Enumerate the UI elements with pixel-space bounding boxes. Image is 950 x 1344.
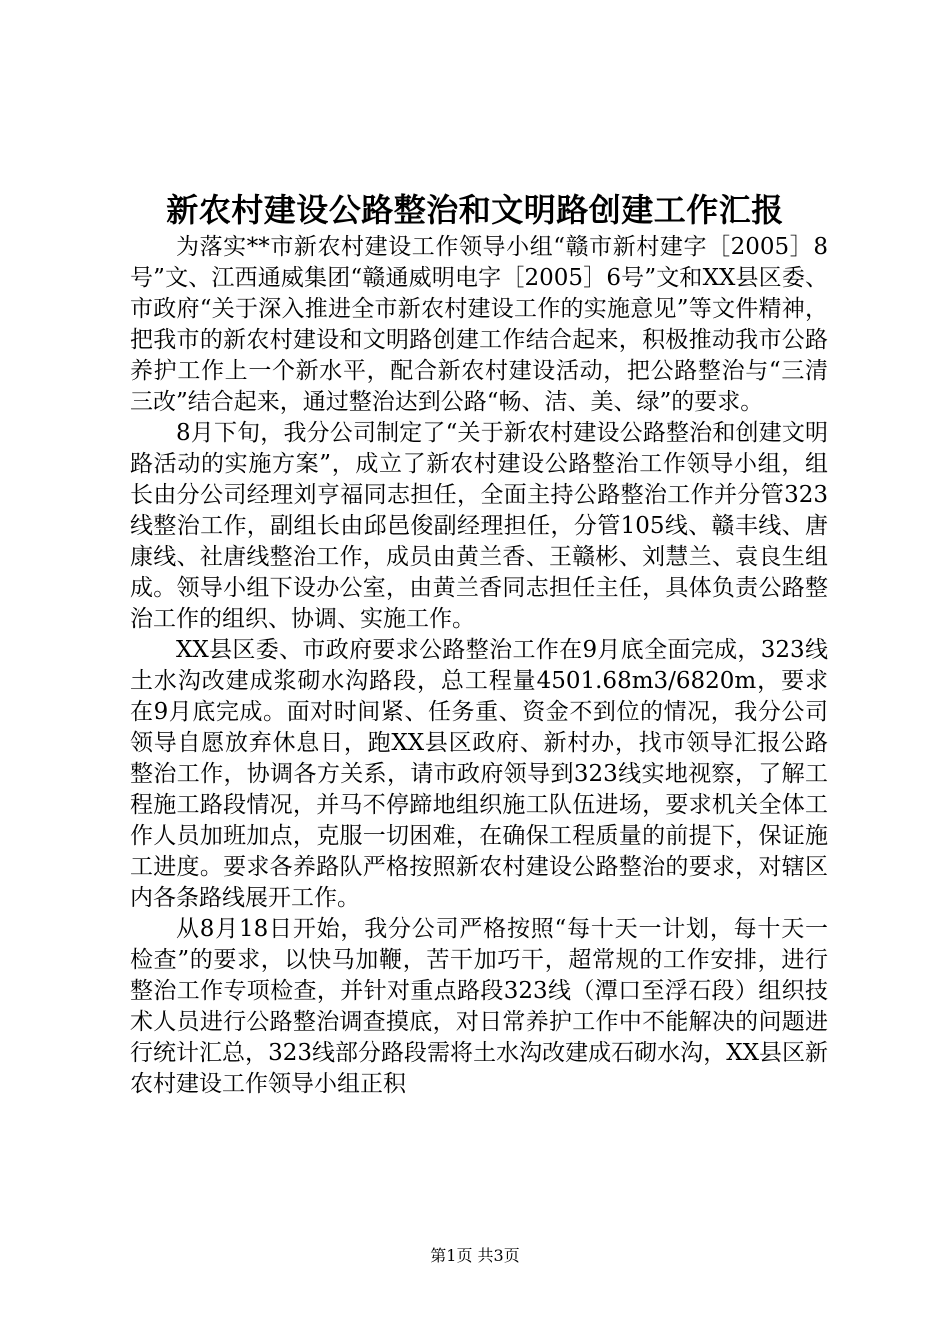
paragraph-4: 从8月18日开始，我分公司严格按照“每十天一计划，每十天一检查”的要求，以快马加鞭，苦干加巧干，超常规的工作安排，进行整治工作专项检查，并针对重点路段323线（潭口至浮石段）组织技术人员进行公路整治调查摸底，对日常养护工作中不能解决的问题进行统计汇总，323线部分路段需将土水沟改建成石砌水沟，XX县区新农村建设工作领导小组正积	[130, 916, 828, 1097]
document-body	[130, 232, 828, 1100]
page-number-footer: 第1页 共3页	[430, 1246, 520, 1265]
document-title: 新农村建设公路整治和文明路创建工作汇报	[166, 191, 784, 229]
paragraph-3: XX县区委、市政府要求公路整治工作在9月底全面完成，323线土水沟改建成浆砌水沟路段，总工程量4501.68m3/6820m，要求在9月底完成。面对时间紧、任务重、资金不到位的情况，我分公司领导自愿放弃休息日，跑XX县区政府、新村办，找市领导汇报公路整治工作，协调各方关系，请市政府领导到323线实地视察，了解工程施工路段情况，并马不停蹄地组织施工队伍进场，要求机关全体工作人员加班加点，克服一切困难，在确保工程质量的前提下，保证施工进度。要求各养路队严格按照新农村建设公路整治的要求，对辖区内各条路线展开工作。	[130, 637, 828, 911]
paragraph-1: 为落实**市新农村建设工作领导小组“赣市新村建字［2005］8号”文、江西通威集团“赣通威明电字［2005］6号”文和XX县区委、市政府“关于深入推进全市新农村建设工作的实施意见”等文件精神，把我市的新农村建设和文明路创建工作结合起来，积极推动我市公路养护工作上一个新水平，配合新农村建设活动，把公路整治与“三清三改”结合起来，通过整治达到公路“畅、洁、美、绿”的要求。	[130, 234, 828, 415]
paragraph-2: 8月下旬，我分公司制定了“关于新农村建设公路整治和创建文明路活动的实施方案”，成立了新农村建设公路整治工作领导小组，组长由分公司经理刘亨福同志担任，全面主持公路整治工作并分管323线整治工作，副组长由邱邑俊副经理担任，分管105线、赣丰线、唐康线、社唐线整治工作，成员由黄兰香、王赣彬、刘慧兰、袁良生组成。领导小组下设办公室，由黄兰香同志担任主任，具体负责公路整治工作的组织、协调、实施工作。	[130, 420, 828, 632]
